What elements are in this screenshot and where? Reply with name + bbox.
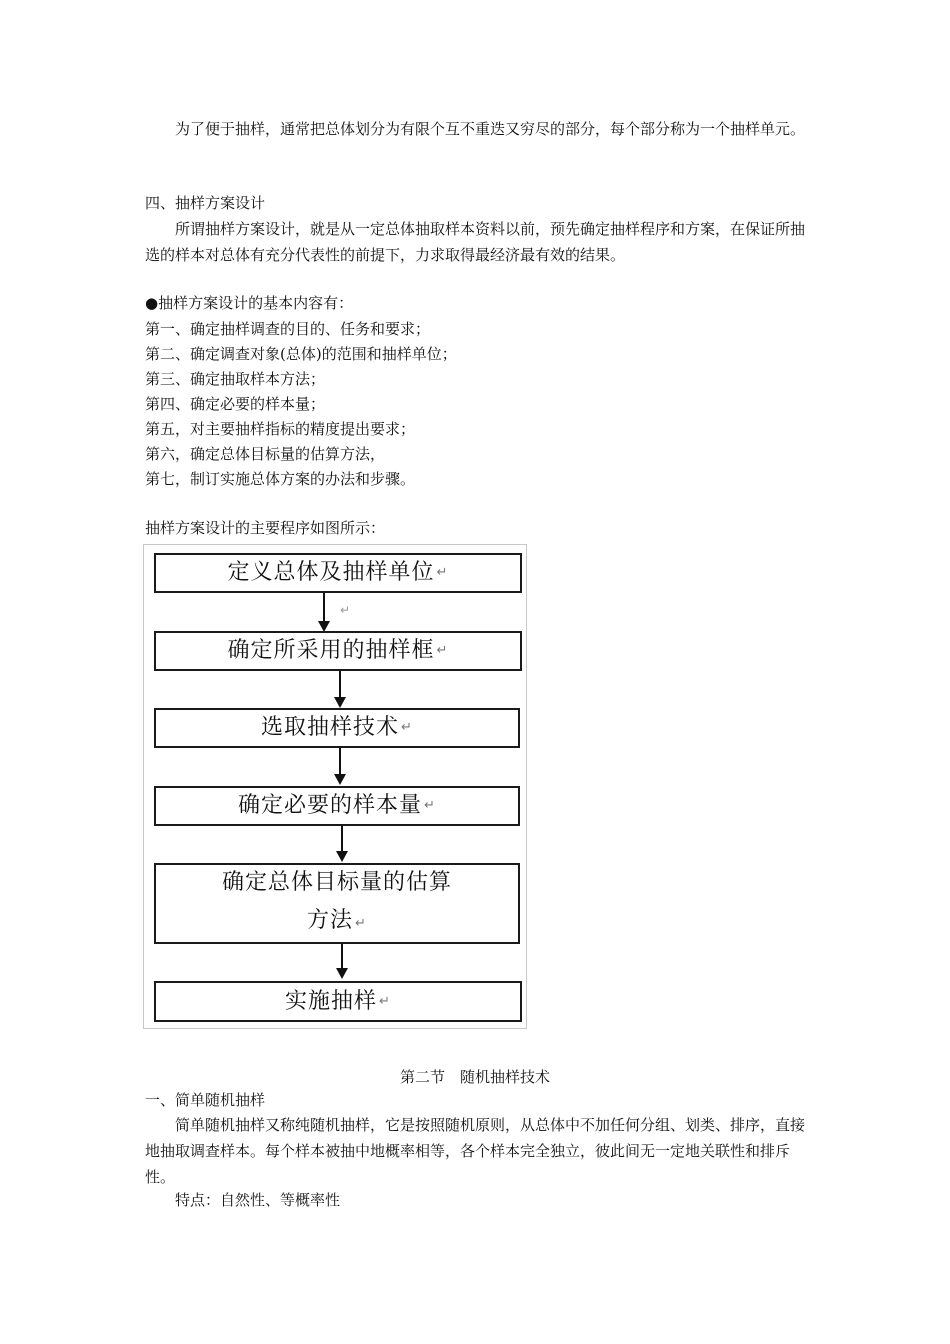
arrow-down-icon bbox=[336, 851, 348, 862]
basic-content-heading: ●抽样方案设计的基本内容有： bbox=[145, 294, 354, 312]
flow-step-sampling-technique bbox=[154, 708, 520, 748]
flow-step-label: 选取抽样技术 bbox=[261, 715, 400, 740]
features-line: 特点：自然性、等概率性 bbox=[175, 1191, 341, 1209]
arrow-down-icon bbox=[334, 774, 346, 785]
flowchart bbox=[143, 544, 527, 1029]
list-item: 第一、确定抽样调查的目的、任务和要求； bbox=[145, 320, 431, 338]
flow-step-label: 确定所采用的抽样框 bbox=[227, 638, 435, 663]
return-mark: ↵ bbox=[424, 798, 436, 813]
flow-step-sampling-frame bbox=[154, 631, 522, 671]
flowchart-caption: 抽样方案设计的主要程序如图所示： bbox=[145, 519, 386, 537]
flow-step-implement-sampling bbox=[154, 981, 522, 1022]
flow-step-define-population bbox=[154, 553, 522, 593]
list-item: 第六，确定总体目标量的估算方法， bbox=[145, 445, 386, 463]
flow-step-label: 实施抽样 bbox=[285, 988, 378, 1014]
list-item: 第三、确定抽取样本方法； bbox=[145, 370, 326, 388]
return-mark: ↵ bbox=[436, 643, 449, 658]
connector-line bbox=[339, 748, 341, 776]
flow-step-label: 确定必要的样本量 bbox=[238, 793, 423, 818]
list-item: 第二、确定调查对象(总体)的范围和抽样单位； bbox=[145, 345, 457, 363]
list-item: 第四、确定必要的样本量； bbox=[145, 395, 326, 413]
flow-step-estimation-method bbox=[154, 863, 520, 944]
arrow-down-icon bbox=[334, 697, 346, 708]
return-mark: ↵ bbox=[355, 916, 367, 931]
connector-line bbox=[339, 671, 341, 699]
return-mark: ↵ bbox=[340, 603, 351, 617]
flow-step-label-line1: 确定总体目标量的估算 bbox=[221, 870, 452, 895]
flow-step-label-line2: 方法 bbox=[307, 908, 354, 933]
flow-step-sample-size bbox=[154, 786, 520, 826]
return-mark: ↵ bbox=[379, 993, 391, 1009]
paragraph-simple-random-sampling: 简单随机抽样又称纯随机抽样，它是按照随机原则，从总体中不加任何分组、划类、排序，直接地抽取调查样本。每个样本被抽中地概率相等，各个样本完全独立，彼此间无一定地关联性和排斥性。 bbox=[145, 1116, 806, 1186]
paragraph-sampling-unit: 为了便于抽样，通常把总体划分为有限个互不重迭又穷尽的部分，每个部分称为一个抽样单元。 bbox=[175, 120, 806, 138]
paragraph-sampling-design: 所谓抽样方案设计，就是从一定总体抽取样本资料以前，预先确定抽样程序和方案，在保证所抽选的样本对总体有充分代表性的前提下，力求取得最经济最有效的结果。 bbox=[145, 220, 806, 264]
connector-line bbox=[341, 826, 343, 853]
flow-step-label: 定义总体及抽样单位 bbox=[227, 560, 435, 585]
section-title-random-sampling: 第二节 随机抽样技术 bbox=[399, 1068, 550, 1086]
section-heading-sampling-design: 四、抽样方案设计 bbox=[145, 194, 266, 212]
return-mark: ↵ bbox=[401, 720, 413, 735]
arrow-down-icon bbox=[336, 968, 348, 979]
return-mark: ↵ bbox=[436, 565, 449, 580]
connector-line bbox=[341, 944, 343, 970]
list-item: 第五，对主要抽样指标的精度提出要求； bbox=[145, 420, 416, 438]
subheading-simple-random-sampling: 一、简单随机抽样 bbox=[145, 1091, 266, 1109]
list-item: 第七，制订实施总体方案的办法和步骤。 bbox=[145, 470, 416, 488]
connector-line bbox=[323, 593, 325, 623]
